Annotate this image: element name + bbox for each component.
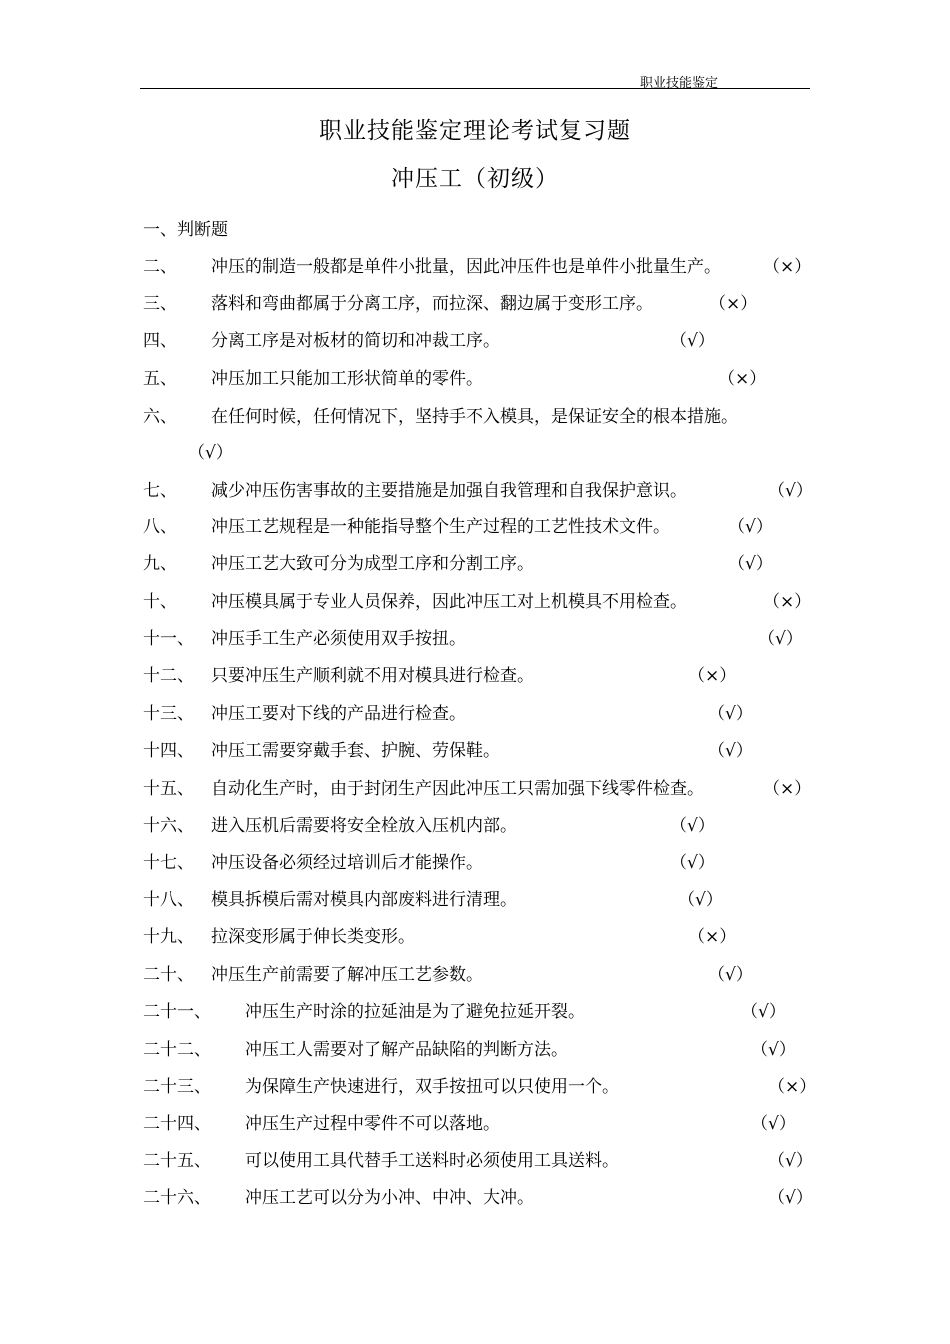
question-answer: （×）	[688, 927, 737, 947]
question-answer: （√）	[751, 1040, 796, 1060]
question-item	[143, 885, 823, 909]
question-text: 冲压手工生产必须使用双手按扭。	[211, 629, 466, 649]
question-item	[143, 960, 823, 984]
question-item	[143, 326, 823, 350]
question-text: 为保障生产快速进行，双手按扭可以只使用一个。	[245, 1077, 619, 1097]
question-text: 冲压设备必须经过培训后才能操作。	[211, 853, 483, 873]
question-answer: （×）	[763, 779, 812, 799]
question-answer: （×）	[763, 592, 812, 612]
question-item	[143, 736, 823, 760]
question-text: 冲压工需要穿戴手套、护腕、劳保鞋。	[211, 741, 500, 761]
question-number: 二十二、	[143, 1040, 211, 1060]
question-answer: （×）	[763, 257, 812, 277]
question-item	[143, 1109, 823, 1133]
question-answer: （√）	[678, 890, 723, 910]
question-item	[143, 476, 823, 500]
question-number: 二十四、	[143, 1114, 211, 1134]
question-answer: （×）	[688, 666, 737, 686]
question-number: 十二、	[143, 666, 194, 686]
question-answer: （√）	[758, 629, 803, 649]
question-answer: （√）	[670, 331, 715, 351]
question-item	[143, 624, 823, 648]
question-text: 减少冲压伤害事故的主要措施是加强自我管理和自我保护意识。	[211, 481, 687, 501]
question-number: 十、	[143, 592, 177, 612]
question-number: 二十三、	[143, 1077, 211, 1097]
question-answer: （√）	[751, 1114, 796, 1134]
question-number: 十三、	[143, 704, 194, 724]
question-number: 三、	[143, 294, 177, 314]
question-text: 可以使用工具代替手工送料时必须使用工具送料。	[245, 1151, 619, 1171]
question-answer: （√）	[708, 741, 753, 761]
question-text: 拉深变形属于伸长类变形。	[211, 927, 415, 947]
question-text: 自动化生产时，由于封闭生产因此冲压工只需加强下线零件检查。	[211, 779, 704, 799]
question-text: 冲压的制造一般都是单件小批量，因此冲压件也是单件小批量生产。	[211, 257, 721, 277]
header-rule	[140, 88, 810, 89]
question-item	[143, 587, 823, 611]
question-answer: （√）	[670, 816, 715, 836]
question-item	[143, 997, 823, 1021]
question-item	[143, 512, 823, 536]
question-item	[143, 289, 823, 313]
question-number: 十八、	[143, 890, 194, 910]
question-text: 冲压生产前需要了解冲压工艺参数。	[211, 965, 483, 985]
question-text: 模具拆模后需对模具内部废料进行清理。	[211, 890, 517, 910]
question-text: 冲压模具属于专业人员保养，因此冲压工对上机模具不用检查。	[211, 592, 687, 612]
question-number: 八、	[143, 517, 177, 537]
question-answer: （√）	[728, 517, 773, 537]
question-item	[143, 402, 823, 426]
question-text: 冲压工要对下线的产品进行检查。	[211, 704, 466, 724]
question-item	[143, 1146, 823, 1170]
question-number: 五、	[143, 369, 177, 389]
question-text: 冲压工艺规程是一种能指导整个生产过程的工艺性技术文件。	[211, 517, 670, 537]
question-text: 冲压工艺可以分为小冲、中冲、大冲。	[245, 1188, 534, 1208]
question-answer: （√）	[741, 1002, 786, 1022]
question-item	[143, 364, 823, 388]
question-text: 分离工序是对板材的简切和冲裁工序。	[211, 331, 500, 351]
document-subtitle: 冲压工（初级）	[391, 166, 559, 192]
question-answer: （×）	[709, 294, 758, 314]
question-answer: （√）	[670, 853, 715, 873]
question-answer: （×）	[718, 369, 767, 389]
question-item	[143, 811, 823, 835]
question-answer: （×）	[768, 1077, 817, 1097]
question-item	[143, 922, 823, 946]
question-answer: （√）	[768, 1151, 813, 1171]
question-item	[143, 699, 823, 723]
question-number: 二十、	[143, 965, 194, 985]
question-item	[143, 1035, 823, 1059]
question-item	[143, 774, 823, 798]
question-text: 冲压工人需要对了解产品缺陷的判断方法。	[245, 1040, 568, 1060]
question-item	[143, 252, 823, 276]
question-item	[143, 848, 823, 872]
question-number: 九、	[143, 554, 177, 574]
question-answer: （√）	[708, 704, 753, 724]
question-number: 十一、	[143, 629, 194, 649]
question-text: 进入压机后需要将安全栓放入压机内部。	[211, 816, 517, 836]
section-heading: 一、判断题	[143, 220, 228, 240]
question-number: 七、	[143, 481, 177, 501]
question-answer: （√）	[188, 443, 233, 463]
question-number: 十七、	[143, 853, 194, 873]
question-text: 冲压加工只能加工形状简单的零件。	[211, 369, 483, 389]
question-answer: （√）	[728, 554, 773, 574]
question-number: 六、	[143, 407, 177, 427]
question-item	[143, 1072, 823, 1096]
question-number: 二十一、	[143, 1002, 211, 1022]
question-text: 冲压生产时涂的拉延油是为了避免拉延开裂。	[245, 1002, 585, 1022]
question-text: 冲压工艺大致可分为成型工序和分割工序。	[211, 554, 534, 574]
document-title: 职业技能鉴定理论考试复习题	[319, 118, 631, 144]
question-answer: （√）	[768, 1188, 813, 1208]
question-item	[143, 1183, 823, 1207]
question-number: 二十六、	[143, 1188, 211, 1208]
question-number: 十五、	[143, 779, 194, 799]
question-number: 四、	[143, 331, 177, 351]
question-text: 只要冲压生产顺利就不用对模具进行检查。	[211, 666, 534, 686]
question-number: 十六、	[143, 816, 194, 836]
question-item	[143, 549, 823, 573]
question-number: 十四、	[143, 741, 194, 761]
question-number: 二、	[143, 257, 177, 277]
question-number: 二十五、	[143, 1151, 211, 1171]
question-answer: （√）	[768, 481, 813, 501]
question-text: 在任何时候，任何情况下，坚持手不入模具，是保证安全的根本措施。	[211, 407, 738, 427]
question-item	[143, 661, 823, 685]
page-header-text: 职业技能鉴定	[639, 76, 718, 91]
question-text: 冲压生产过程中零件不可以落地。	[245, 1114, 500, 1134]
question-text: 落料和弯曲都属于分离工序，而拉深、翻边属于变形工序。	[211, 294, 653, 314]
question-answer: （√）	[708, 965, 753, 985]
question-number: 十九、	[143, 927, 194, 947]
